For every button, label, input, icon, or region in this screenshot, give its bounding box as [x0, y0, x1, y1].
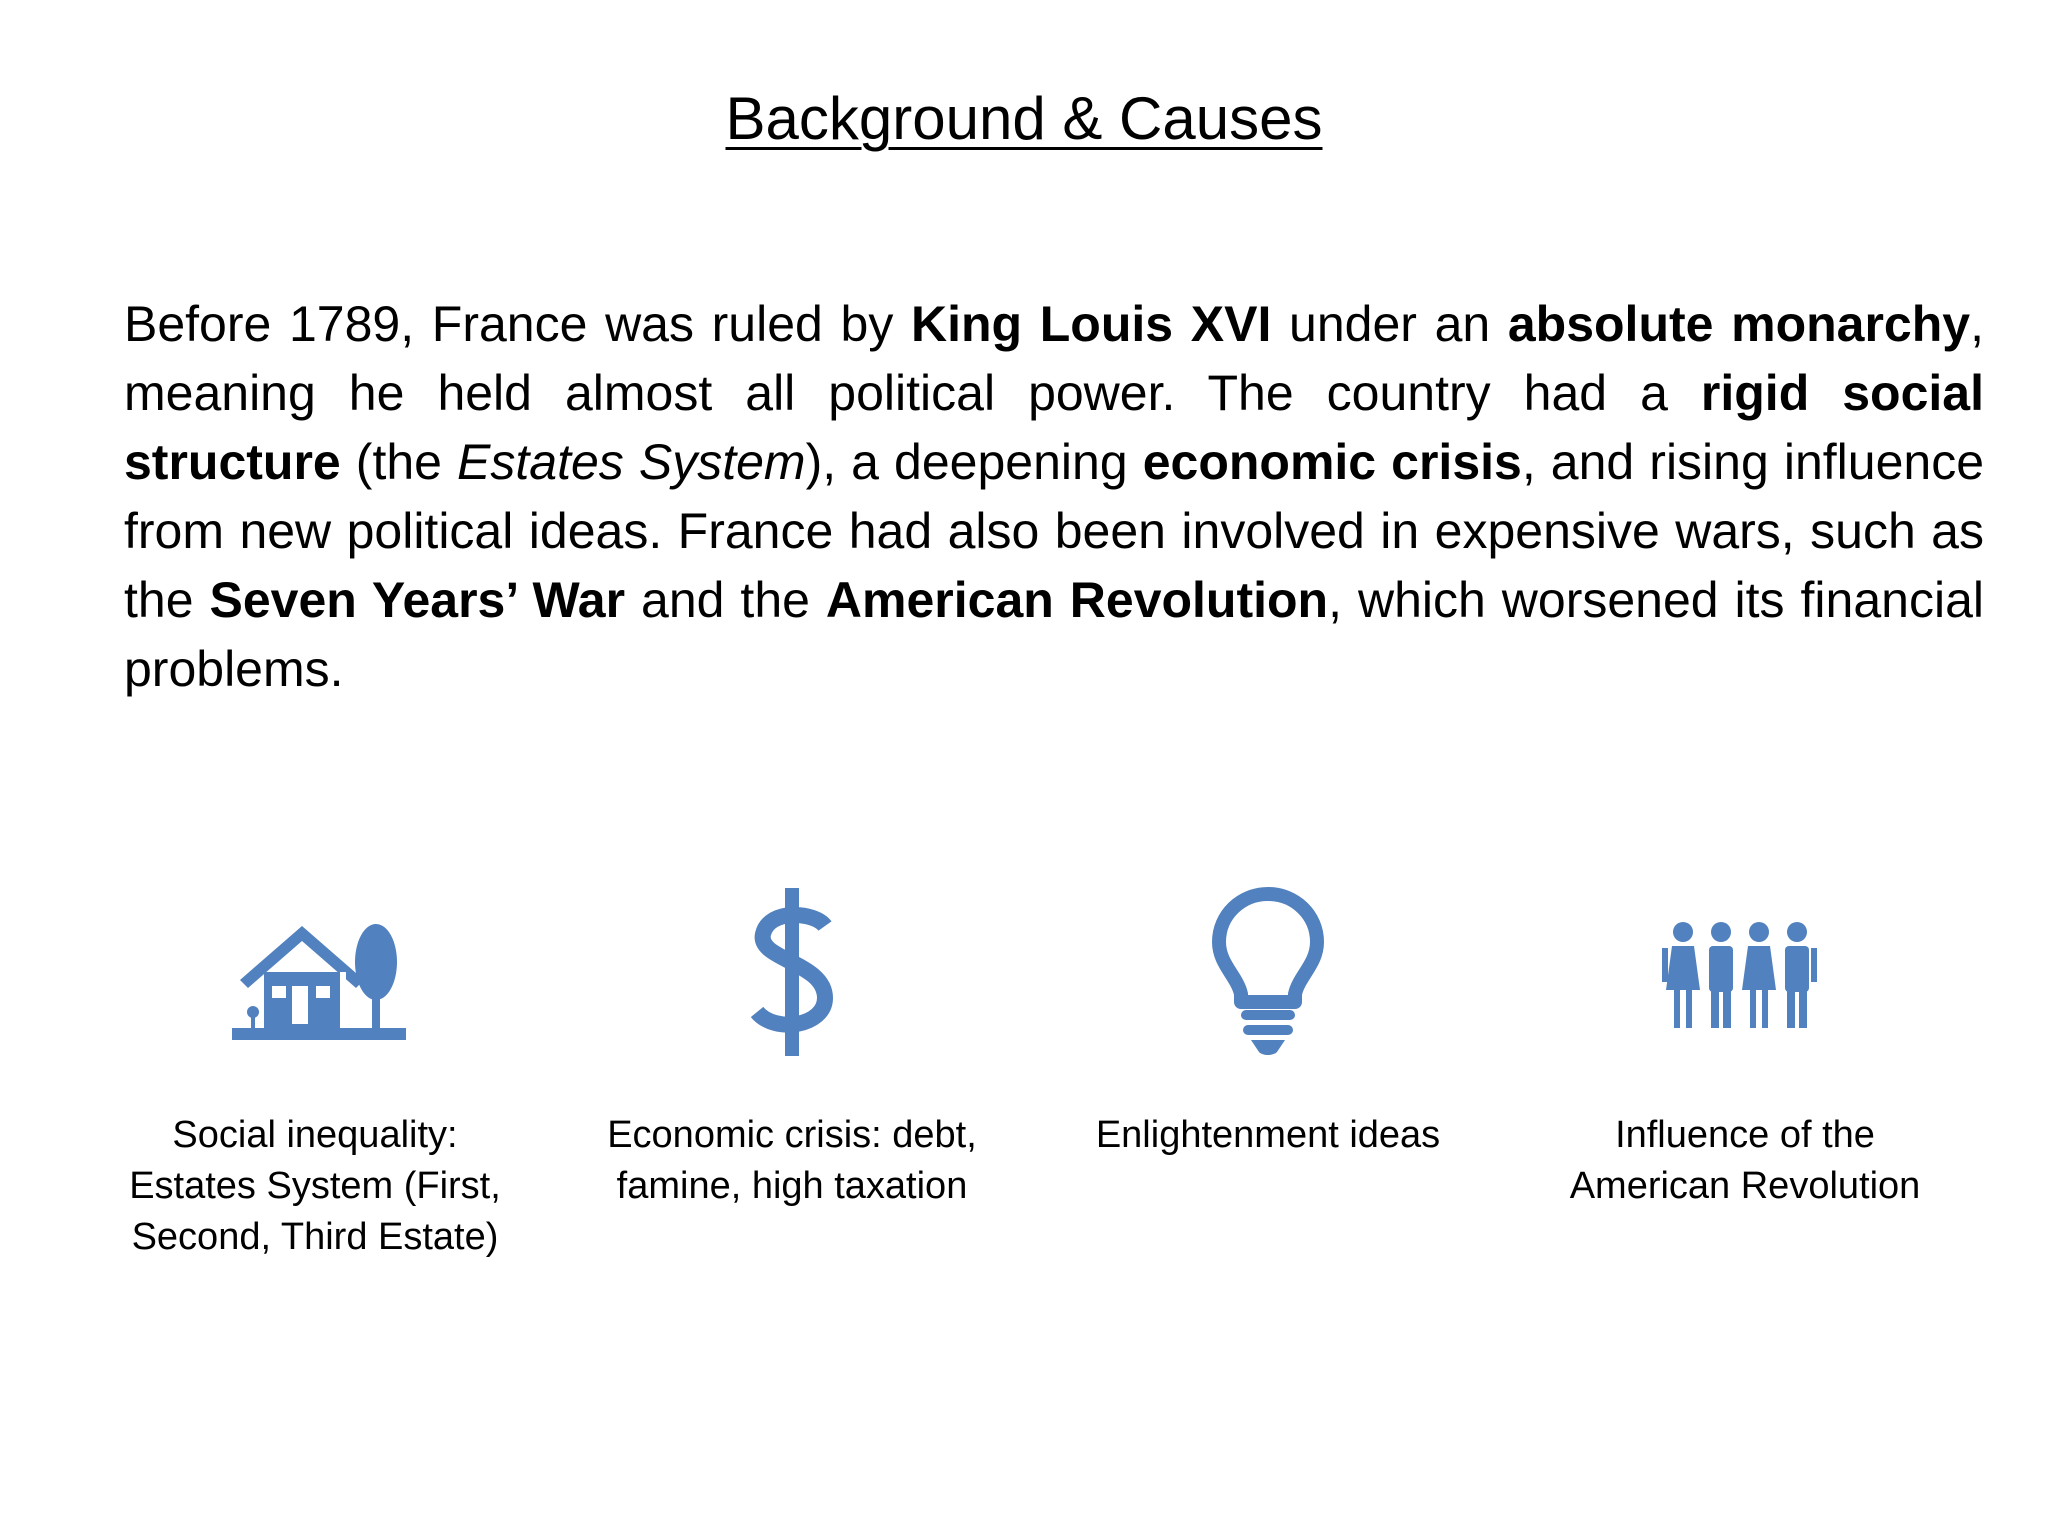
- cause-economic-crisis: [582, 860, 1002, 1280]
- lightbulb-icon-svg: [1173, 880, 1363, 1070]
- paragraph-bold-monarchy: absolute monarchy: [1507, 296, 1971, 352]
- paragraph-text: ), a deepening: [805, 434, 1143, 490]
- cause-enlightenment: [1058, 860, 1478, 1280]
- paragraph-bold-seven-years-war: Seven Years’ War: [209, 572, 626, 628]
- paragraph-bold-king: King Louis XVI: [911, 296, 1272, 352]
- people-group-icon-svg: [1650, 880, 1840, 1070]
- paragraph-text: (the: [340, 434, 458, 490]
- paragraph-text: Before 1789, France was ruled by: [124, 296, 911, 352]
- dollar-sign-icon-svg: [697, 880, 887, 1070]
- slide-title-text: Background & Causes: [725, 85, 1323, 152]
- cause-american-revolution: [1535, 860, 1955, 1280]
- cause-label: Social inequality: Estates System (First, Second, Third Estate): [129, 1114, 501, 1258]
- slide-title: [0, 82, 2048, 156]
- paragraph-italic-estates: Estates System: [457, 434, 806, 490]
- house-tree-icon: [220, 880, 410, 1070]
- cause-social-inequality: [105, 860, 525, 1280]
- dollar-sign-icon: [697, 880, 887, 1070]
- paragraph-bold-economic-crisis: economic crisis: [1142, 434, 1522, 490]
- paragraph-text: , which worsened its financial problems.: [124, 572, 1984, 697]
- people-group-icon: [1650, 880, 1840, 1070]
- paragraph-bold-american-revolution: American Revolution: [825, 572, 1329, 628]
- paragraph-text: , and rising influence from new political ideas. France had also been involved in expensive wars, such as the: [124, 434, 1984, 628]
- cause-label: Influence of the American Revolution: [1569, 1114, 1921, 1207]
- paragraph-text: and the: [625, 572, 826, 628]
- paragraph-bold-social-structure: rigid social structure: [124, 365, 1984, 490]
- house-tree-icon-svg: [220, 880, 410, 1070]
- paragraph-text: under an: [1271, 296, 1508, 352]
- paragraph-text: , meaning he held almost all political power. The country had a: [124, 296, 1984, 421]
- cause-label: Economic crisis: debt, famine, high taxation: [607, 1114, 977, 1207]
- background-paragraph: [124, 290, 1984, 704]
- cause-label: Enlightenment ideas: [1095, 1114, 1441, 1156]
- lightbulb-icon: [1173, 880, 1363, 1070]
